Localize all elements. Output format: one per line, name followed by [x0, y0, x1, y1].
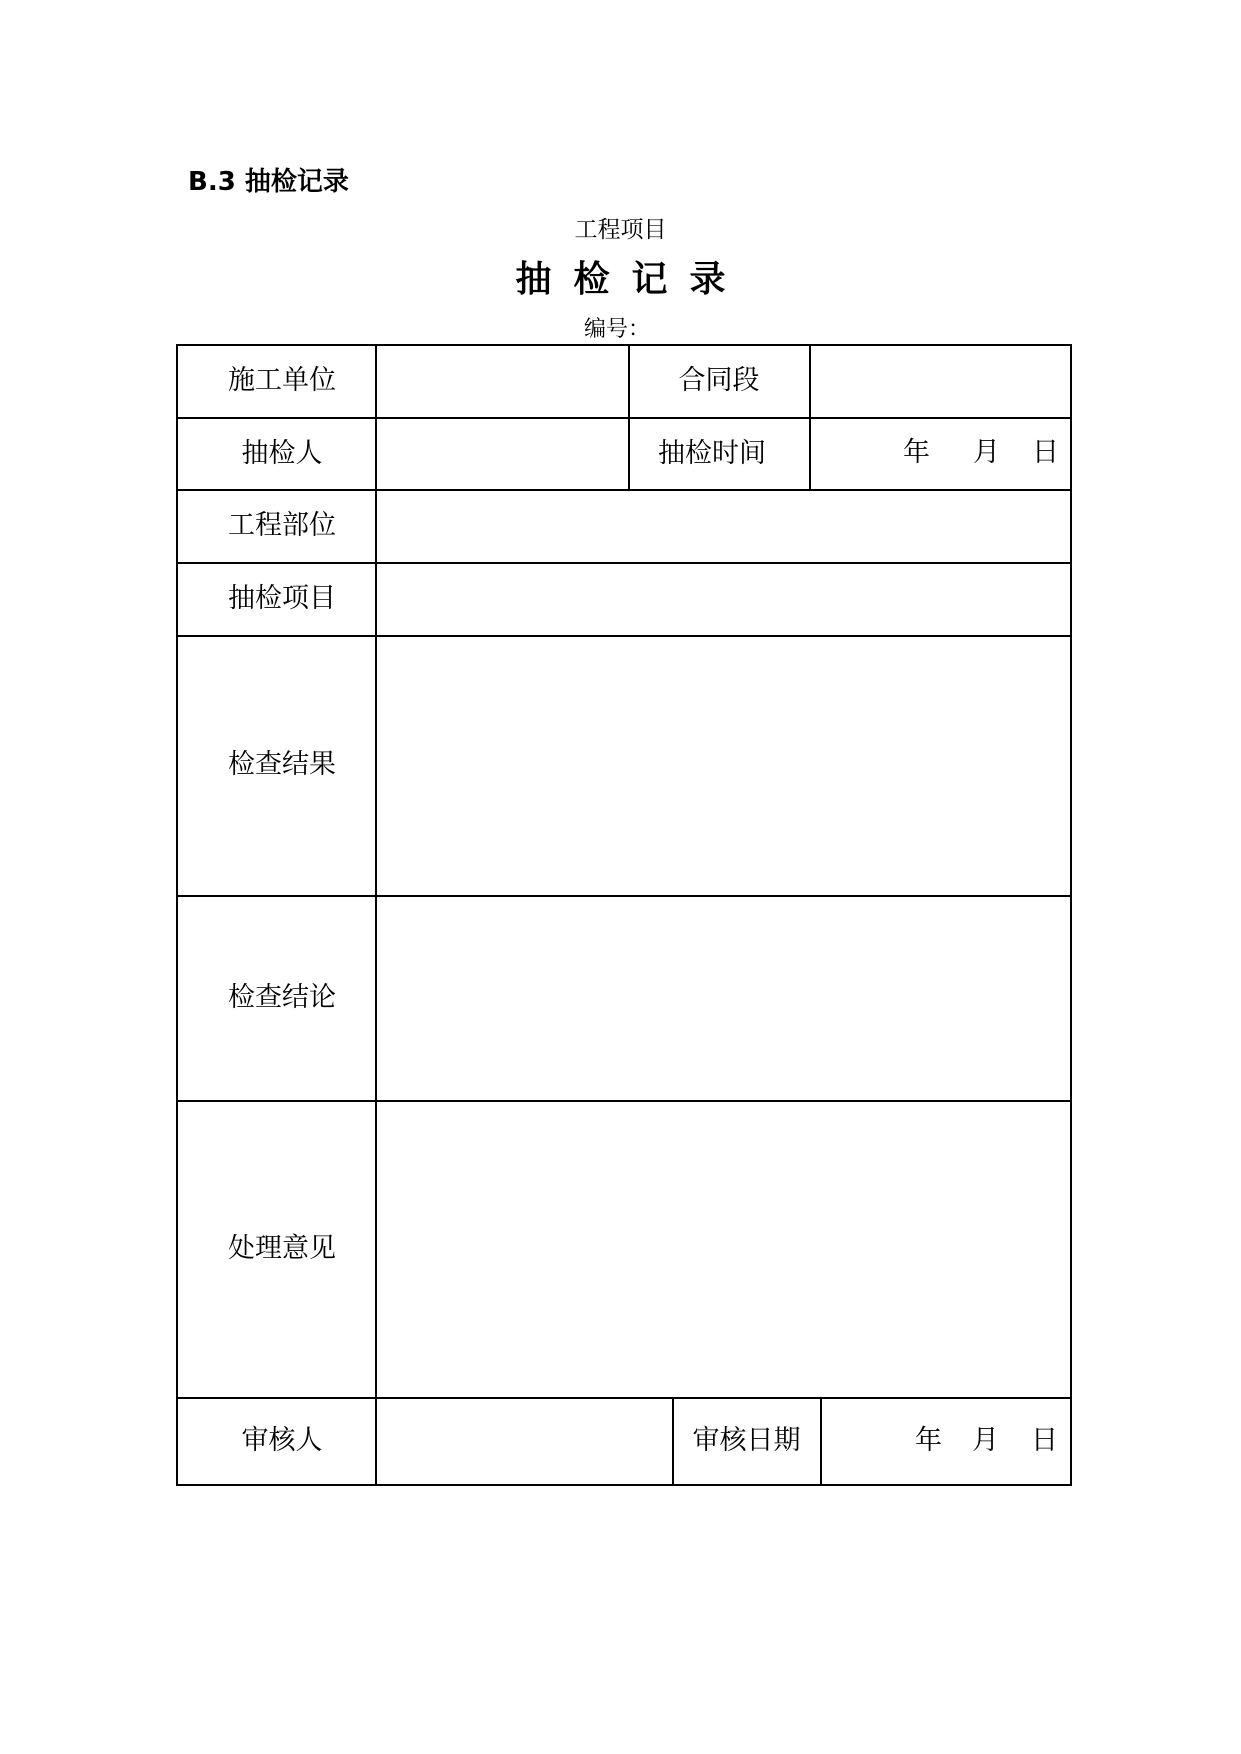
project-location-value-cell[interactable]	[376, 489, 1070, 563]
reviewer-label: 审核人	[241, 1425, 323, 1456]
construction-unit-value-cell[interactable]	[376, 344, 628, 418]
inspection-item-value-cell[interactable]	[376, 562, 1070, 636]
inspection-time-label: 抽检时间	[658, 437, 766, 469]
project-location-label: 工程部位	[228, 510, 336, 541]
inspection-record-table	[176, 344, 1072, 1486]
contract-section-label: 合同段	[678, 365, 760, 396]
date-day: 日	[1031, 1425, 1058, 1456]
inspection-result-label: 检查结果	[228, 749, 336, 780]
inspection-conclusion-label: 检查结论	[228, 981, 336, 1013]
date-year: 年	[903, 437, 930, 468]
review-date-label: 审核日期	[692, 1425, 801, 1456]
inspection-time-value-cell[interactable]	[810, 417, 1070, 490]
section-title: B.3 抽检记录	[188, 167, 349, 197]
reviewer-value-cell[interactable]	[376, 1397, 672, 1485]
construction-unit-label: 施工单位	[228, 365, 336, 396]
number-label: 编号：	[584, 317, 651, 342]
table-border-right	[1070, 344, 1072, 1486]
date-day: 日	[1032, 437, 1059, 468]
inspection-conclusion-value-cell[interactable]	[376, 895, 1070, 1100]
review-date-value-cell[interactable]	[821, 1397, 1070, 1485]
date-month: 月	[972, 1425, 999, 1456]
date-month: 月	[973, 437, 1000, 468]
handling-opinion-value-cell[interactable]	[376, 1100, 1070, 1398]
handling-opinion-label: 处理意见	[228, 1233, 336, 1264]
inspection-item-label: 抽检项目	[228, 583, 336, 614]
inspector-value-cell[interactable]	[376, 417, 628, 490]
date-year: 年	[915, 1425, 942, 1456]
form-title: 抽检记录	[515, 259, 748, 300]
project-label: 工程项目	[574, 217, 667, 243]
inspector-label: 抽检人	[241, 437, 323, 469]
contract-section-value-cell[interactable]	[810, 344, 1070, 418]
inspection-result-value-cell[interactable]	[376, 635, 1070, 895]
